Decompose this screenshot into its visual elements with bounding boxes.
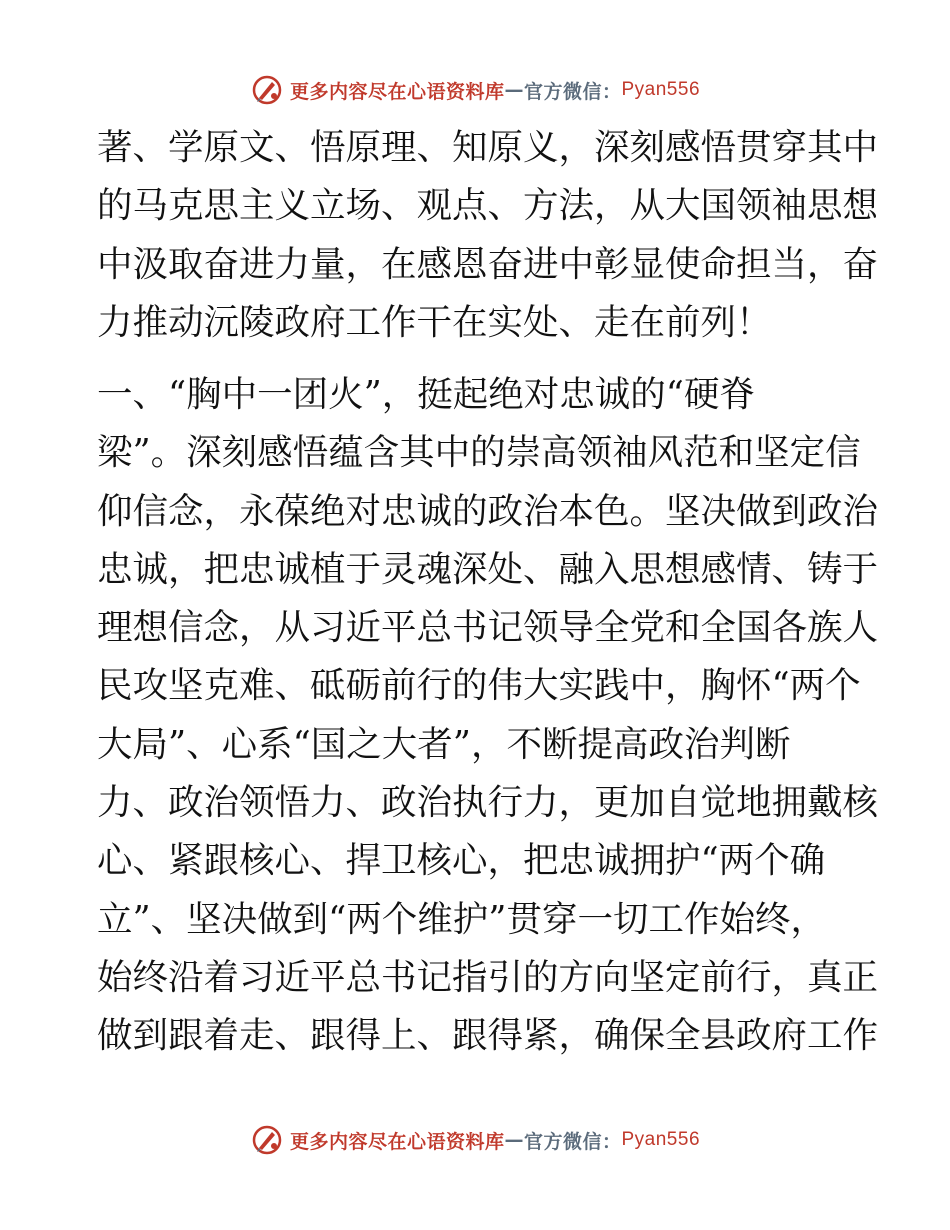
- text-line: 忠诚，把忠诚植于灵魂深处、融入思想感情、铸于: [97, 548, 879, 590]
- text-line: 力推动沅陵政府工作干在实处、走在前列！: [97, 301, 772, 343]
- banner-wechat-id: Pyan556: [621, 1129, 701, 1150]
- text-line: 的马克思主义立场、观点、方法，从大国领袖思想: [97, 185, 879, 227]
- text-line: 心、紧跟核心、捍卫核心，把忠诚拥护“两个确: [97, 840, 826, 882]
- text-line: 力、政治领悟力、政治执行力，更加自觉地拥戴核: [97, 782, 879, 824]
- banner-slogan: 更多内容尽在心语资料库: [289, 80, 505, 103]
- footer-banner: [0, 1120, 950, 1160]
- text-line: 民攻坚克难、砥砺前行的伟大实践中，胸怀“两个: [97, 665, 861, 707]
- text-line: 中汲取奋进力量，在感恩奋进中彰显使命担当，奋: [97, 243, 879, 285]
- text-line: 一、“胸中一团火”，挺起绝对忠诚的“硬脊: [97, 374, 755, 415]
- header-banner: [0, 70, 950, 110]
- text-line: 理想信念，从习近平总书记领导全党和全国各族人: [97, 607, 879, 649]
- text-line: 立”、坚决做到“两个维护”贯穿一切工作始终，: [97, 898, 826, 940]
- text-line: 始终沿着习近平总书记指引的方向坚定前行，真正: [97, 956, 879, 998]
- text-line: 大局”、心系“国之大者”，不断提高政治判断: [97, 723, 791, 765]
- banner-wechat-label: 官方微信：: [523, 80, 622, 103]
- paragraph-2: [97, 366, 879, 1066]
- banner-separator: —: [504, 79, 524, 101]
- banner-wechat-label: 官方微信：: [523, 1130, 622, 1153]
- text-line: 著、学原文、悟原理、知原义，深刻感悟贯穿其中: [97, 127, 879, 168]
- banner-wechat-id: Pyan556: [621, 79, 701, 100]
- text-line: 做到跟着走、跟得上、跟得紧，确保全县政府工作: [97, 1015, 879, 1057]
- banner-separator: —: [504, 1129, 524, 1151]
- banner-slogan: 更多内容尽在心语资料库: [289, 1130, 505, 1153]
- paragraph-1: [97, 119, 879, 352]
- quill-pen-circle-icon: [250, 1123, 284, 1157]
- text-line: 梁”。深刻感悟蕴含其中的崇高领袖风范和坚定信: [97, 432, 861, 474]
- quill-pen-circle-icon: [250, 73, 284, 107]
- text-line: 仰信念，永葆绝对忠诚的政治本色。坚决做到政治: [97, 490, 879, 532]
